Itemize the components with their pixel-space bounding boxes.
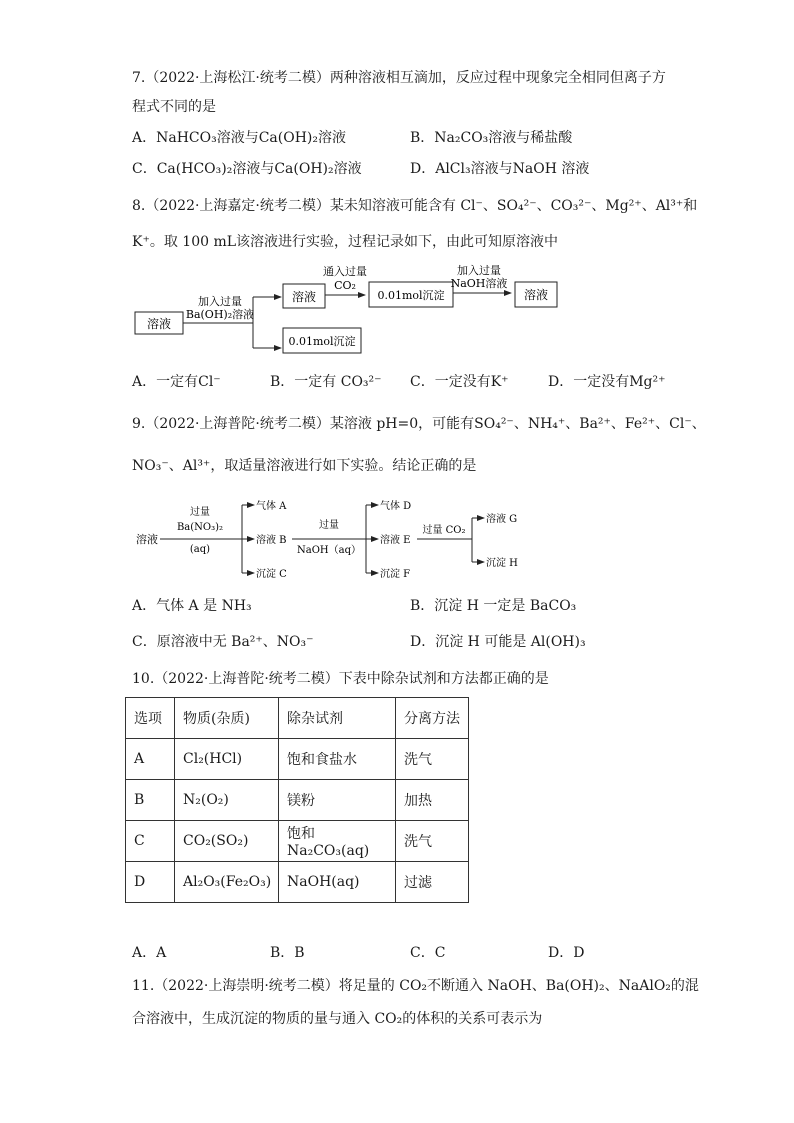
cell-substance: N₂(O₂) — [175, 780, 279, 821]
q9-gas-a-label: 气体 A — [256, 501, 287, 512]
table-row — [126, 862, 469, 903]
q11-stem-line1: 11.（2022·上海崇明·统考二模）将足量的 CO₂不断通入 NaOH、Ba(OH)₂、NaAlO₂的混 — [132, 978, 699, 994]
q10-option-d[interactable]: D．D — [548, 945, 585, 961]
cell-substance: CO₂(SO₂) — [175, 821, 279, 862]
q10-impurity-table — [125, 697, 469, 903]
q7-stem-line2: 程式不同的是 — [132, 99, 216, 115]
cell-substance: Cl₂(HCl) — [175, 739, 279, 780]
q8-reagent2-bottom: CO₂ — [334, 279, 356, 292]
q9-start-label: 溶液 — [136, 533, 158, 546]
q8-reagent3-bottom: NaOH溶液 — [450, 277, 508, 290]
q8-option-a[interactable]: A．一定有Cl⁻ — [132, 374, 221, 390]
q7-option-c[interactable]: C．Ca(HCO₃)₂溶液与Ca(OH)₂溶液 — [132, 161, 362, 177]
q7-option-a[interactable]: A．NaHCO₃溶液与Ca(OH)₂溶液 — [132, 130, 346, 146]
q8-end-solution-label: 溶液 — [523, 288, 549, 302]
table-header-row — [126, 698, 469, 739]
q9-reagent3-label: 过量 CO₂ — [422, 525, 466, 536]
cell-reagent: 饱和食盐水 — [279, 739, 396, 780]
q7-option-b[interactable]: B．Na₂CO₃溶液与稀盐酸 — [410, 130, 573, 146]
cell-option: B — [126, 780, 175, 821]
q10-option-a[interactable]: A．A — [132, 945, 167, 961]
q9-precipitate-c-label: 沉淀 C — [256, 569, 287, 580]
q10-option-c[interactable]: C．C — [410, 945, 446, 961]
q8-reagent1-bottom: Ba(OH)₂溶液 — [185, 308, 255, 321]
q9-solution-e-label: 溶液 E — [380, 535, 411, 546]
header-reagent: 除杂试剂 — [279, 698, 396, 739]
q8-stem-line1: 8.（2022·上海嘉定·统考二模）某未知溶液可能含有 Cl⁻、SO₄²⁻、CO₃²⁻、Mg²⁺、Al³⁺和 — [132, 198, 698, 214]
cell-reagent: 镁粉 — [279, 780, 396, 821]
q9-reagent1-line3: (aq) — [189, 544, 211, 555]
cell-reagent: 饱和Na₂CO₃(aq) — [279, 821, 396, 862]
q8-middle-precipitate-label: 0.01mol沉淀 — [377, 289, 445, 302]
header-option: 选项 — [126, 698, 175, 739]
q7-stem-line1: 7.（2022·上海松江·统考二模）两种溶液相互滴加，反应过程中现象完全相同但离子方 — [132, 70, 666, 86]
q10-option-b[interactable]: B．B — [270, 945, 305, 961]
q9-option-c[interactable]: C．原溶液中无 Ba²⁺、NO₃⁻ — [132, 634, 314, 650]
header-substance: 物质(杂质) — [175, 698, 279, 739]
cell-option: D — [126, 862, 175, 903]
cell-method: 洗气 — [396, 739, 469, 780]
q8-reagent2-top: 通入过量 — [323, 265, 367, 278]
q8-reagent3-top: 加入过量 — [457, 264, 501, 277]
q9-stem-line1: 9.（2022·上海普陀·统考二模）某溶液 pH=0，可能有SO₄²⁻、NH₄⁺、Ba²⁺、Fe²⁺、Cl⁻、 — [132, 416, 706, 432]
cell-reagent: NaOH(aq) — [279, 862, 396, 903]
q10-stem: 10.（2022·上海普陀·统考二模）下表中除杂试剂和方法都正确的是 — [132, 671, 549, 687]
q9-precipitate-f-label: 沉淀 F — [380, 569, 411, 580]
q9-solution-g-label: 溶液 G — [486, 514, 518, 525]
q9-reagent1-line2: Ba(NO₃)₂ — [176, 522, 224, 533]
q7-option-d[interactable]: D．AlCl₃溶液与NaOH 溶液 — [410, 161, 590, 177]
q9-gas-d-label: 气体 D — [380, 501, 412, 512]
q9-precipitate-h-label: 沉淀 H — [486, 558, 518, 569]
q8-option-d[interactable]: D．一定没有Mg²⁺ — [548, 374, 666, 390]
q11-stem-line2: 合溶液中，生成沉淀的物质的量与通入 CO₂的体积的关系可表示为 — [132, 1011, 543, 1027]
q8-option-c[interactable]: C．一定没有K⁺ — [410, 374, 509, 390]
q9-flow-diagram — [130, 490, 550, 582]
table-row — [126, 821, 469, 862]
q8-upper-solution-label: 溶液 — [291, 290, 317, 304]
q9-option-d[interactable]: D．沉淀 H 可能是 Al(OH)₃ — [410, 634, 586, 650]
q9-solution-b-label: 溶液 B — [256, 535, 287, 546]
table-row — [126, 739, 469, 780]
cell-method: 洗气 — [396, 821, 469, 862]
q9-reagent1-line1: 过量 — [190, 507, 210, 518]
q9-stem-line2: NO₃⁻、Al³⁺，取适量溶液进行如下实验。结论正确的是 — [132, 458, 477, 474]
q9-reagent2-line2: NaOH（aq） — [297, 545, 361, 556]
q9-reagent2-line1: 过量 — [319, 520, 339, 531]
table-row — [126, 780, 469, 821]
cell-method: 过滤 — [396, 862, 469, 903]
q8-start-label: 溶液 — [146, 317, 172, 331]
q8-stem-line2: K⁺。取 100 mL该溶液进行实验，过程记录如下，由此可知原溶液中 — [132, 234, 559, 250]
q8-flow-diagram — [125, 262, 575, 362]
q8-option-b[interactable]: B．一定有 CO₃²⁻ — [270, 374, 382, 390]
q8-lower-precipitate-label: 0.01mol沉淀 — [288, 335, 356, 348]
q8-reagent1-top: 加入过量 — [198, 295, 242, 308]
cell-option: A — [126, 739, 175, 780]
header-method: 分离方法 — [396, 698, 469, 739]
q9-option-a[interactable]: A．气体 A 是 NH₃ — [132, 598, 252, 614]
cell-method: 加热 — [396, 780, 469, 821]
cell-option: C — [126, 821, 175, 862]
cell-substance: Al₂O₃(Fe₂O₃) — [175, 862, 279, 903]
q9-option-b[interactable]: B．沉淀 H 一定是 BaCO₃ — [410, 598, 577, 614]
